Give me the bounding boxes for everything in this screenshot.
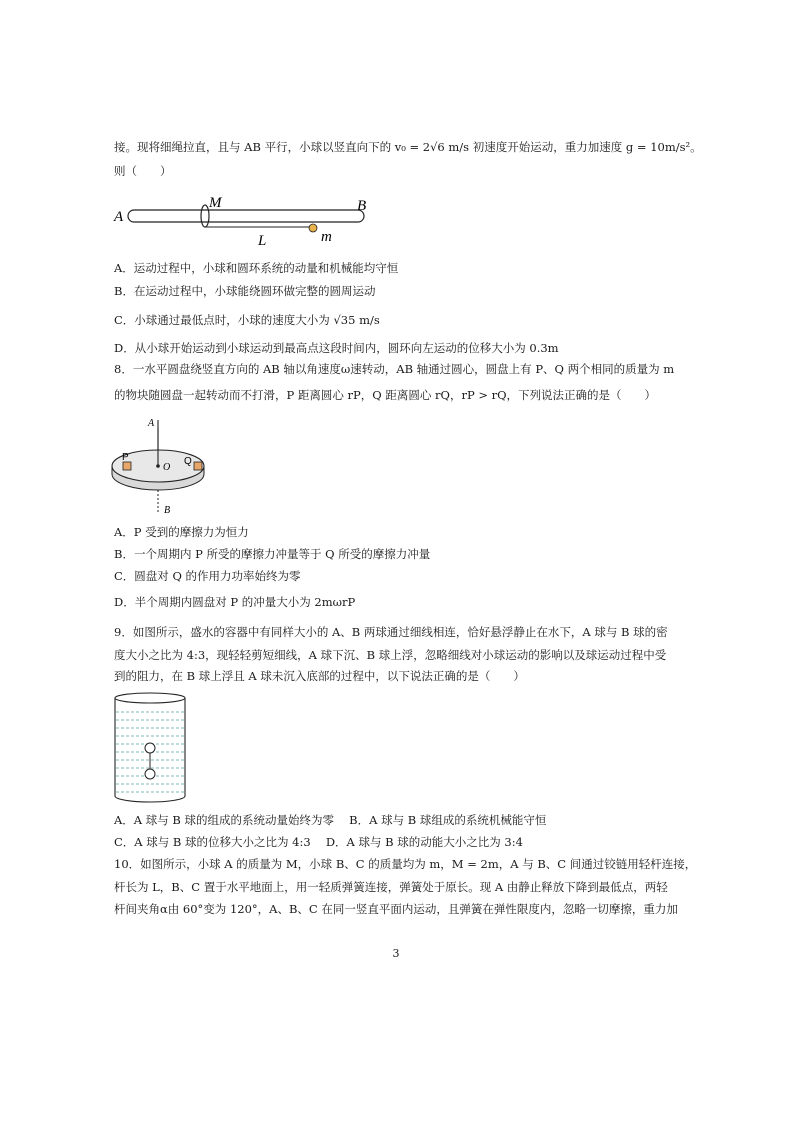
q9-stem-line-1: 9．如图所示，盛水的容器中有同样大小的 A、B 两球通过细线相连，恰好悬浮静止在水下，A 球与 B 球的密: [114, 625, 668, 639]
q9-stem-line-2: 度大小之比为 4:3，现轻轻剪短细线，A 球下沉、B 球上浮，忽略细线对小球运动的影响以及球运动过程中受: [114, 648, 667, 662]
q9-figure-container: [110, 690, 190, 808]
rod-ab: [128, 210, 364, 222]
label-a: A: [148, 418, 155, 429]
q8-figure-disk: [108, 414, 218, 518]
page-number: 3: [392, 947, 400, 960]
q10-stem-line-1: 10．如图所示，小球 A 的质量为 M，小球 B、C 的质量均为 m，M = 2m，A 与 B、C 间通过铰链用轻杆连接，: [114, 857, 697, 871]
block-p: [123, 462, 131, 470]
label-o: O: [163, 462, 171, 473]
label-q: Q: [184, 456, 192, 467]
label-mass: m: [321, 229, 332, 245]
label-p: P: [122, 452, 129, 463]
container-rim: [115, 693, 185, 703]
label-l: L: [258, 233, 267, 249]
label-b: B: [164, 505, 171, 516]
q7-option-d: D．从小球开始运动到小球运动到最高点这段时间内，圆环向左运动的位移大小为 0.3m: [114, 341, 559, 355]
q8-option-c: C．圆盘对 Q 的作用力功率始终为零: [114, 569, 301, 583]
q8-option-b: B．一个周期内 P 所受的摩擦力冲量等于 Q 所受的摩擦力冲量: [114, 547, 431, 561]
ball-a: [145, 769, 155, 779]
q7-option-b: B．在运动过程中，小球能绕圆环做完整的圆周运动: [114, 284, 376, 298]
q7-stem-line-2: 则（ ）: [114, 164, 172, 178]
center-o: [156, 464, 160, 468]
ball-b: [145, 743, 155, 753]
container-bottom: [115, 796, 185, 802]
q8-stem-line-2: 的物块随圆盘一起转动而不打滑，P 距离圆心 rP，Q 距离圆心 rQ，rP > rQ，下列说法正确的是（ ）: [114, 388, 657, 402]
block-q: [194, 462, 202, 470]
q8-stem-line-1: 8．一水平圆盘绕竖直方向的 AB 轴以角速度ω速转动，AB 轴通过圆心，圆盘上有 P、Q 两个相同的质量为 m: [114, 362, 675, 376]
label-a: A: [114, 209, 124, 225]
q9-options-row-1: A．A 球与 B 球的组成的系统动量始终为零 B．A 球与 B 球组成的系统机械能守恒: [114, 813, 547, 827]
q8-option-d: D．半个周期内圆盘对 P 的冲量大小为 2mωrP: [114, 595, 356, 609]
q7-option-a: A．运动过程中，小球和圆环系统的动量和机械能均守恒: [114, 261, 399, 275]
q7-stem-line-1: 接。现将细绳拉直，且与 AB 平行，小球以竖直向下的 v₀ = 2√6 m/s 初速度开始运动，重力加速度 g = 10m/s²。: [114, 140, 702, 154]
q9-options-row-2: C．A 球与 B 球的位移大小之比为 4:3 D．A 球与 B 球的动能大小之比为 3:4: [114, 835, 523, 849]
q7-figure-rod-ring: [112, 190, 382, 252]
label-b: B: [357, 198, 367, 214]
q8-option-a: A．P 受到的摩擦力为恒力: [114, 525, 249, 539]
label-m-ring: M: [209, 195, 222, 211]
q10-stem-line-3: 杆间夹角α由 60°变为 120°，A、B、C 在同一竖直平面内运动，且弹簧在弹性限度内，忽略一切摩擦，重力加: [114, 902, 678, 916]
ball-m: [309, 224, 317, 232]
q9-stem-line-3: 到的阻力，在 B 球上浮且 A 球未沉入底部的过程中，以下说法正确的是（ ）: [114, 669, 525, 683]
q10-stem-line-2: 杆长为 L，B、C 置于水平地面上，用一轻质弹簧连接，弹簧处于原长。现 A 由静止释放下降到最低点，两轻: [114, 880, 668, 894]
q7-option-c: C．小球通过最低点时，小球的速度大小为 √35 m/s: [114, 313, 380, 327]
